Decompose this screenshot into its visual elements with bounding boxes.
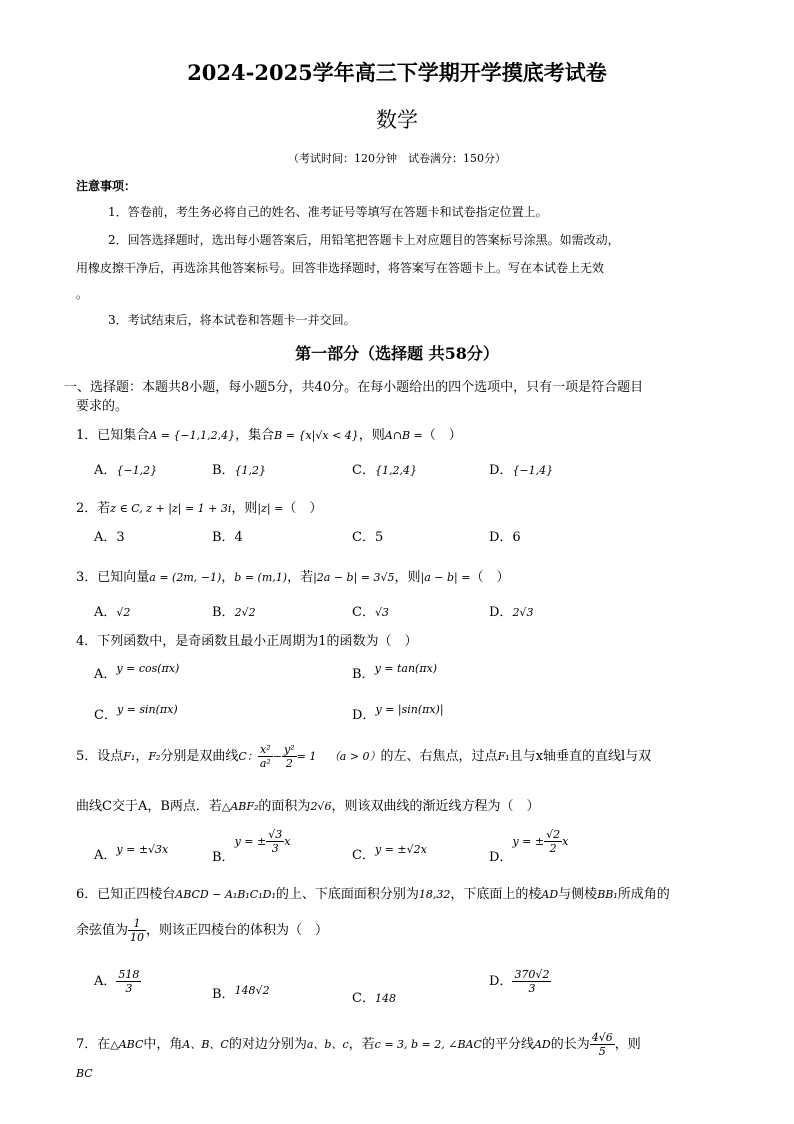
question-1: 1．已知集合A = {−1,1,2,4}，集合B = {x|√x < 4}，则A∩B =（ ） <box>76 428 462 443</box>
question-6: 6．已知正四棱台ABCD − A₁B₁C₁D₁的上、下底面面积分别为18,32，下底面上的棱AD与侧棱BB₁所成角的 <box>76 887 670 902</box>
q2-option-d: D．6 <box>489 530 521 545</box>
q1-option-b: B．{1,2} <box>212 463 267 478</box>
q3-option-c: C．√3 <box>352 605 389 620</box>
q5-option-b: B．y = ± $\frac{√3}{3}$ x <box>212 828 291 865</box>
q4-option-c: C．$^{y = sin(\pi x)}$ <box>94 703 178 723</box>
notice-item-2-end: 。 <box>76 287 89 301</box>
exam-title: 2024-2025学年高三下学期开学摸底考试卷 <box>187 60 607 85</box>
question-3: 3．已知向量a = (2m, −1)，b = (m,1)，若|2a − b| = 3√5，则|a − b| =（ ） <box>76 570 510 585</box>
q3-option-b: B．2√2 <box>212 605 256 620</box>
q4-option-a: A．$^{y = cos(\pi x)}$ <box>94 662 180 682</box>
notice-item-2-cont: 用橡皮擦干净后，再选涂其他答案标号。回答非选择题时，将答案写在答题卡上。写在本试卷上无效 <box>76 261 605 275</box>
question-2: 2．若z ∈ C, z + |z| = 1 + 3i，则|z| =（ ） <box>76 501 323 516</box>
q4-option-d: D．$^{y = |sin(\pi x)|}$ <box>352 703 444 723</box>
question-5-cont: 曲线C交于A，B两点．若△ABF₂的面积为2√6，则该双曲线的渐近线方程为（ ） <box>76 799 540 814</box>
notice-item-2: 2．回答选择题时，选出每小题答案后，用铅笔把答题卡上对应题目的答案标号涂黑。如需改动， <box>108 233 620 247</box>
q3-option-a: A．√2 <box>94 605 131 620</box>
q1-option-d: D．{−1,4} <box>489 463 554 478</box>
q2-option-b: B．4 <box>212 530 243 545</box>
q1-option-c: C．{1,2,4} <box>352 463 417 478</box>
q2-option-c: C．5 <box>352 530 384 545</box>
notice-item-3: 3．考试结束后，将本试卷和答题卡一并交回。 <box>108 313 356 327</box>
section-title: 第一部分（选择题 共58分） <box>295 344 499 363</box>
question-4: 4．下列函数中，是奇函数且最小正周期为1的函数为（ ） <box>76 634 418 649</box>
question-6-cont: 余弦值为 $\frac{1}{10}$ ，则该正四棱台的体积为（ ） <box>76 917 329 944</box>
q6-option-d: D． $\frac{370√2}{3}$ <box>489 968 550 995</box>
exam-meta: （考试时间：120分钟 试卷满分：150分） <box>288 152 506 165</box>
q4-option-b: B．$^{y = tan(\pi x)}$ <box>352 662 438 682</box>
subject-title: 数学 <box>376 108 418 132</box>
question-7-cont: BC <box>76 1067 93 1080</box>
question-7: 7．在△ABC中，角A、B、C的对边分别为a、b、c，若c = 3, b = 2, ∠BAC的平分线AD的长为 $\frac{4√6}{5}$ ，则 <box>76 1031 641 1058</box>
q1-option-a: A．{−1,2} <box>94 463 158 478</box>
q6-option-b: B．$^{148√2}$ <box>212 984 270 1002</box>
notice-title: 注意事项： <box>76 179 137 193</box>
q5-option-c: C．$^{y = \pm√2x}$ <box>352 843 427 863</box>
section-intro: 一、选择题：本题共8小题，每小题5分，共40分。在每小题给出的四个选项中，只有一项是符合题目 <box>64 380 644 395</box>
q5-option-d: D．y = ± $\frac{√2}{2}$ x <box>489 828 569 865</box>
notice-item-1: 1．答卷前，考生务必将自己的姓名、准考证号等填写在答题卡和试卷指定位置上。 <box>108 205 548 219</box>
q5-option-a: A．$^{y = \pm√3x}$ <box>94 843 169 863</box>
section-intro-cont: 要求的。 <box>76 399 129 414</box>
question-5: 5．设点F₁，F₂分别是双曲线C： $\frac{\text{x²}}{\text{a²}}$ − $\frac{\text{y²}}{2}$ = 1 （a > 0）的左、右焦点，过点F₁且与x轴垂直的直线l与双 <box>76 743 652 770</box>
q6-option-c: C．148 <box>352 991 396 1006</box>
q3-option-d: D．2√3 <box>489 605 534 620</box>
q6-option-a: A． $\frac{518}{3}$ <box>94 968 140 995</box>
q2-option-a: A．3 <box>94 530 125 545</box>
